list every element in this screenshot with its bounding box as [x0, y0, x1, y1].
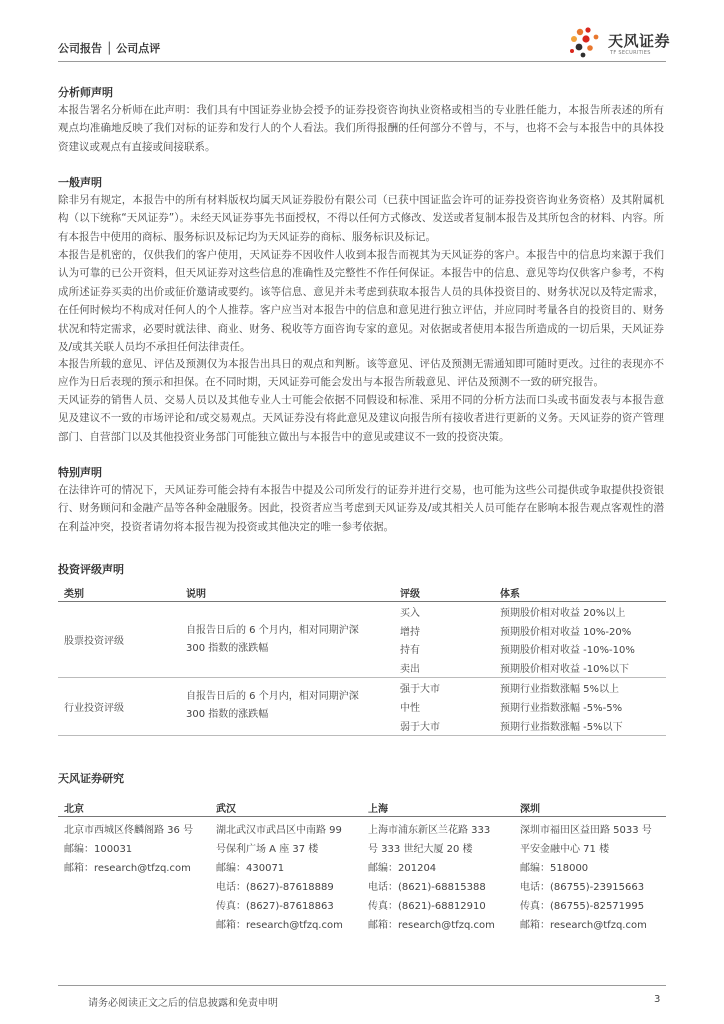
email: 邮箱：research@tfzq.com: [368, 920, 495, 931]
general-declaration-p1: 除非另有规定，本报告中的所有材料版权均属天风证券股份有限公司（已获中国证监会许可的证券投资咨询业务资格）及其附属机构（以下统称“天风证券”）。未经天风证券事先书面授权，不得以任何方式修改、发送或者复制本报告及其所包含的材料、内容。所有本报告中使用的商标、服务标识及标记均为天风证券的商标、服务标识及标记。: [58, 194, 664, 243]
page-number: 3: [654, 994, 661, 1005]
phone: 电话：(8621)-68815388: [368, 882, 486, 893]
address-line: 湖北武汉市武昌区中南路 99: [216, 825, 342, 836]
special-declaration-title: 特别声明: [58, 466, 102, 479]
city-beijing: 北京: [58, 798, 210, 817]
special-declaration-text: 在法律许可的情况下，天风证券可能会持有本报告中提及公司所发行的证券并进行交易，也可能为这些公司提供或争取提供投资银行、财务顾问和金融产品等各种金融服务。因此，投资者应当考虑到天风证券及/或其相关人员可能存在影响本报告观点客观性的潜在利益冲突，投资者请勿将本报告视为投资或其他决定的唯一参考依据。: [58, 484, 664, 533]
general-declaration-title: 一般声明: [58, 176, 102, 189]
postcode: 邮编：201204: [368, 863, 437, 874]
postcode: 邮编：518000: [520, 863, 589, 874]
industry-rating-category: 行业投资评级: [58, 678, 180, 735]
table-row: [58, 678, 666, 697]
research-contacts-title: 天风证券研究: [58, 772, 124, 785]
shenzhen-contact: [514, 817, 666, 936]
rating-system: 预期行业指数涨幅 -5%-5%: [500, 702, 623, 714]
rating-table: [58, 584, 666, 736]
logo-dot: [576, 44, 583, 51]
rating-system: 预期股价相对收益 -10%-10%: [500, 645, 635, 657]
logo-dot: [587, 45, 593, 51]
logo-dot: [570, 49, 574, 53]
analyst-declaration-text: 本报告署名分析师在此声明：我们具有中国证券业协会授予的证券投资咨询执业资格或相当的专业胜任能力，本报告所表述的所有观点均准确地反映了我们对标的证券和发行人的个人看法。我们所得报酬的任何部分不曾与，不与，也将不会与本报告中的具体投资建议或观点有直接或间接联系。: [58, 104, 664, 153]
general-declaration-p2: 本报告是机密的，仅供我们的客户使用，天风证券不因收件人收到本报告而视其为天风证券的客户。本报告中的信息均来源于我们认为可靠的已公开资料，但天风证券对这些信息的准确性及完整性不作任何保证。本报告中的信息、意见等均仅供客户参考，不构成所述证券买卖的出价或征价邀请或要约。该等信息、意见并未考虑到获取本报告人员的具体投资目的、财务状况以及特定需求，在任何时候均不构成对任何人的个人推荐。客户应当对本报告中的信息和意见进行独立评估，并应同时考量各自的投资目的、财务状况和特定需求，必要时就法律、商业、财务、税收等方面咨询专家的意见。对依据或者使用本报告所造成的一切后果，天风证券及/或其关联人员均不承担任何法律责任。: [58, 249, 664, 354]
industry-rating-desc: 自报告日后的 6 个月内，相对同期沪深 300 指数的涨跌幅: [180, 678, 394, 735]
logo-dot: [594, 35, 599, 40]
postcode: 邮编：430071: [216, 863, 285, 874]
address-line: 北京市西城区佟麟阁路 36 号: [64, 825, 194, 836]
logo-subtext: TF SECURITIES: [610, 50, 651, 56]
city-wuhan: 武汉: [210, 798, 362, 817]
general-declaration-p3: 本报告所载的意见、评估及预测仅为本报告出具日的观点和判断。该等意见、评估及预测无需通知即可随时更改。过往的表现亦不应作为日后表现的预示和担保。在不同时期，天风证券可能会发出与本报告所载意见、评估及预测不一致的研究报告。: [58, 358, 664, 389]
rating-system: 预期股价相对收益 20%以上: [500, 607, 626, 619]
address-line: 上海市浦东新区兰花路 333: [368, 825, 491, 836]
rating-level: 持有: [400, 645, 420, 657]
contacts-table: [58, 798, 666, 935]
fax: 传真：(8627)-87618863: [216, 901, 334, 912]
phone: 电话：(8627)-87618889: [216, 882, 334, 893]
logo-dot: [585, 27, 590, 32]
fax: 传真：(86755)-82571995: [520, 901, 645, 912]
rating-system: 预期股价相对收益 10%-20%: [500, 626, 632, 638]
rating-table-header: [58, 584, 666, 602]
beijing-contact: [58, 817, 210, 936]
stock-rating-category: 股票投资评级: [58, 602, 180, 678]
address-line: 号保利广场 A 座 37 楼: [216, 844, 319, 855]
contacts-body-row: [58, 817, 666, 936]
postcode: 邮编：100031: [64, 844, 133, 855]
rating-level: 中性: [400, 702, 420, 714]
city-shenzhen: 深圳: [514, 798, 666, 817]
email: 邮箱：research@tfzq.com: [64, 863, 191, 874]
general-declaration-p4: 天风证券的销售人员、交易人员以及其他专业人士可能会依据不同假设和标准、采用不同的分析方法而口头或书面发表与本报告意见及建议不一致的市场评论和/或交易观点。天风证券没有将此意见及建议向报告所有接收者进行更新的义务。天风证券的资产管理部门、自营部门以及其他投资业务部门可能独立做出与本报告中的意见或建议不一致的投资决策。: [58, 394, 664, 443]
email: 邮箱：research@tfzq.com: [216, 920, 343, 931]
logo-dot: [577, 29, 583, 35]
address-line: 号 333 世纪大厦 20 楼: [368, 844, 473, 855]
contacts-header-row: [58, 798, 666, 817]
stock-rating-desc: 自报告日后的 6 个月内，相对同期沪深 300 指数的涨跌幅: [180, 602, 394, 678]
table-row: [58, 602, 666, 621]
rating-system: 预期行业指数涨幅 5%以上: [500, 684, 620, 696]
logo-dot: [581, 53, 586, 58]
rating-level: 增持: [400, 626, 420, 638]
logo-text: 天风证券: [608, 32, 671, 50]
rating-level: 强于大市: [400, 684, 440, 696]
rating-header-system: 体系: [494, 584, 666, 602]
phone: 电话：(86755)-23915663: [520, 882, 645, 893]
rating-system: 预期股价相对收益 -10%以下: [494, 658, 666, 677]
rating-level: 买入: [400, 607, 420, 619]
rating-level: 卖出: [394, 658, 494, 677]
footer-divider: [58, 985, 666, 986]
footer-disclaimer: 请务必阅读正文之后的信息披露和免责申明: [88, 998, 278, 1009]
rating-header-desc: 说明: [180, 584, 394, 602]
city-shanghai: 上海: [362, 798, 514, 817]
rating-header-level: 评级: [394, 584, 494, 602]
rating-system: 预期行业指数涨幅 -5%以下: [494, 716, 666, 735]
analyst-declaration-title: 分析师声明: [58, 86, 113, 99]
wuhan-contact: [210, 817, 362, 936]
shanghai-contact: [362, 817, 514, 936]
rating-header-category: 类别: [58, 584, 180, 602]
rating-declaration-title: 投资评级声明: [58, 563, 124, 576]
rating-level: 弱于大市: [394, 716, 494, 735]
address-line: 深圳市福田区益田路 5033 号: [520, 825, 652, 836]
header-divider: [58, 61, 666, 62]
report-type-label: 公司报告 │ 公司点评: [58, 42, 161, 55]
fax: 传真：(8621)-68812910: [368, 901, 486, 912]
logo-dot: [571, 36, 577, 42]
email: 邮箱：research@tfzq.com: [520, 920, 647, 931]
address-line: 平安金融中心 71 楼: [520, 844, 610, 855]
logo-dot: [582, 35, 589, 42]
